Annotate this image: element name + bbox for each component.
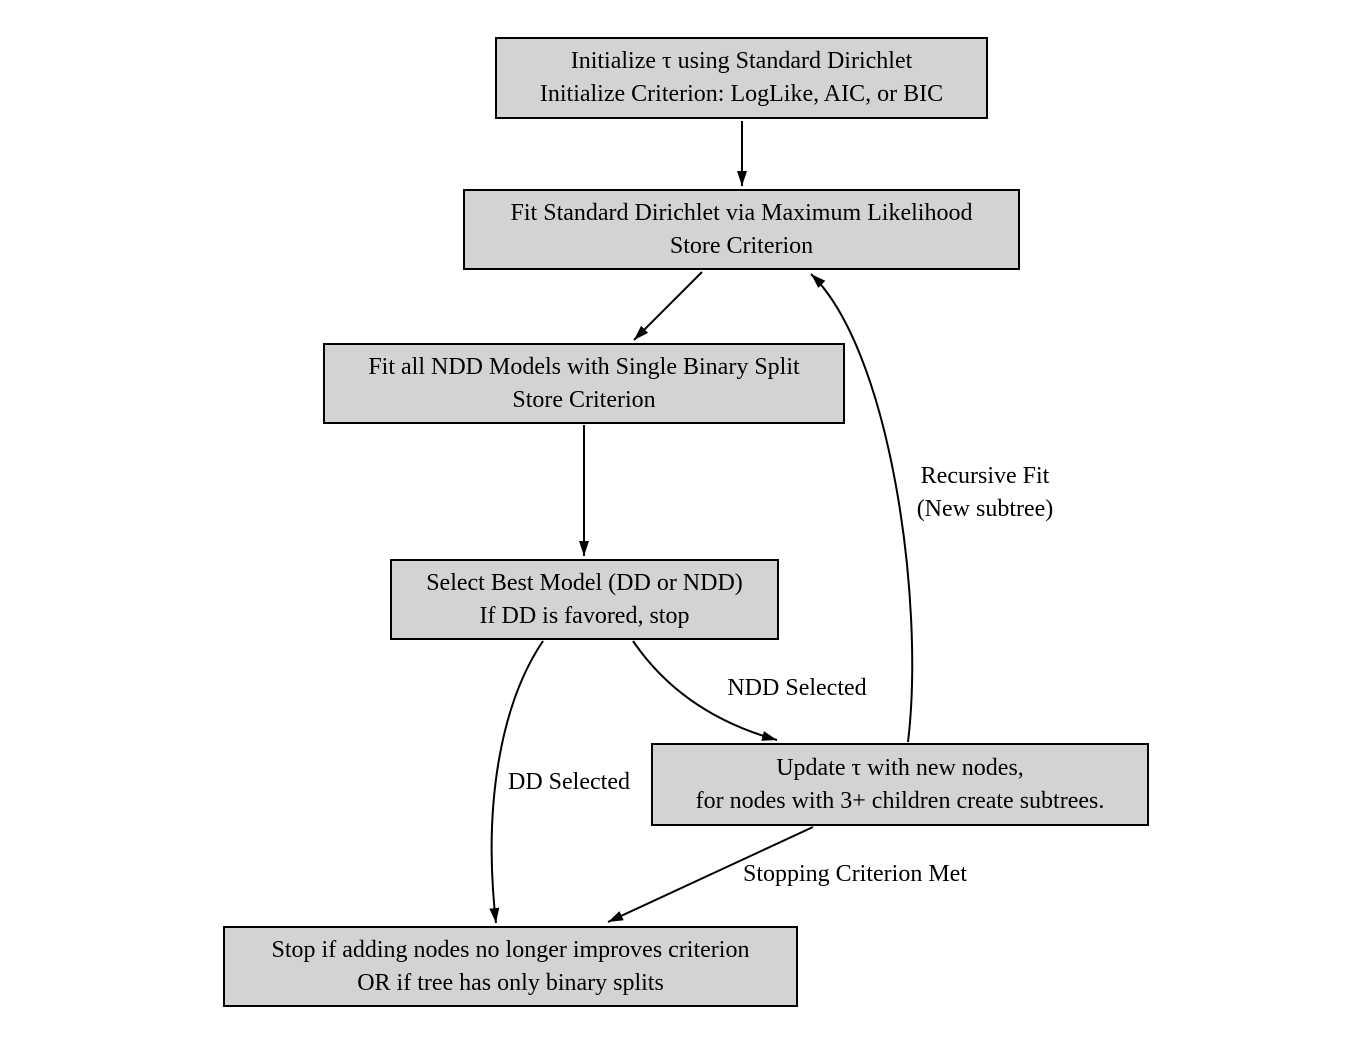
node-fit-dirichlet-line1: Fit Standard Dirichlet via Maximum Likelihood — [510, 199, 973, 226]
node-update-tau-line2: for nodes with 3+ children create subtrees. — [695, 787, 1105, 814]
node-select-best-line2: If DD is favored, stop — [479, 602, 690, 629]
edge-label-recursive-fit — [905, 460, 1065, 526]
node-fit-dirichlet — [463, 189, 1020, 270]
edge-label-recursive-fit-line1: Recursive Fit — [920, 463, 1050, 489]
node-stop-line1: Stop if adding nodes no longer improves criterion — [271, 936, 750, 963]
node-initialize — [495, 37, 988, 119]
node-stop — [223, 926, 798, 1007]
node-select-best — [390, 559, 779, 640]
node-fit-dirichlet-line2: Store Criterion — [669, 232, 814, 259]
node-fit-ndd-line1: Fit all NDD Models with Single Binary Split — [368, 353, 800, 380]
node-initialize-line2: Initialize Criterion: LogLike, AIC, or BIC — [539, 81, 944, 107]
node-initialize-line1: Initialize τ using Standard Dirichlet — [570, 48, 913, 74]
edge-fit-dirichlet-to-fit-ndd — [634, 272, 702, 340]
node-fit-ndd-line2: Store Criterion — [512, 386, 656, 413]
node-update-tau-line1: Update τ with new nodes, — [776, 754, 1024, 781]
node-update-tau — [651, 743, 1149, 826]
node-fit-ndd — [323, 343, 845, 424]
node-select-best-line1: Select Best Model (DD or NDD) — [426, 569, 743, 596]
edge-label-recursive-fit-line2: (New subtree) — [916, 496, 1054, 522]
edge-label-dd-selected: DD Selected — [508, 769, 630, 795]
edge-label-ndd-selected: NDD Selected — [727, 675, 867, 701]
edge-label-stopping-criterion: Stopping Criterion Met — [743, 861, 967, 887]
node-stop-line2: OR if tree has only binary splits — [357, 969, 664, 996]
